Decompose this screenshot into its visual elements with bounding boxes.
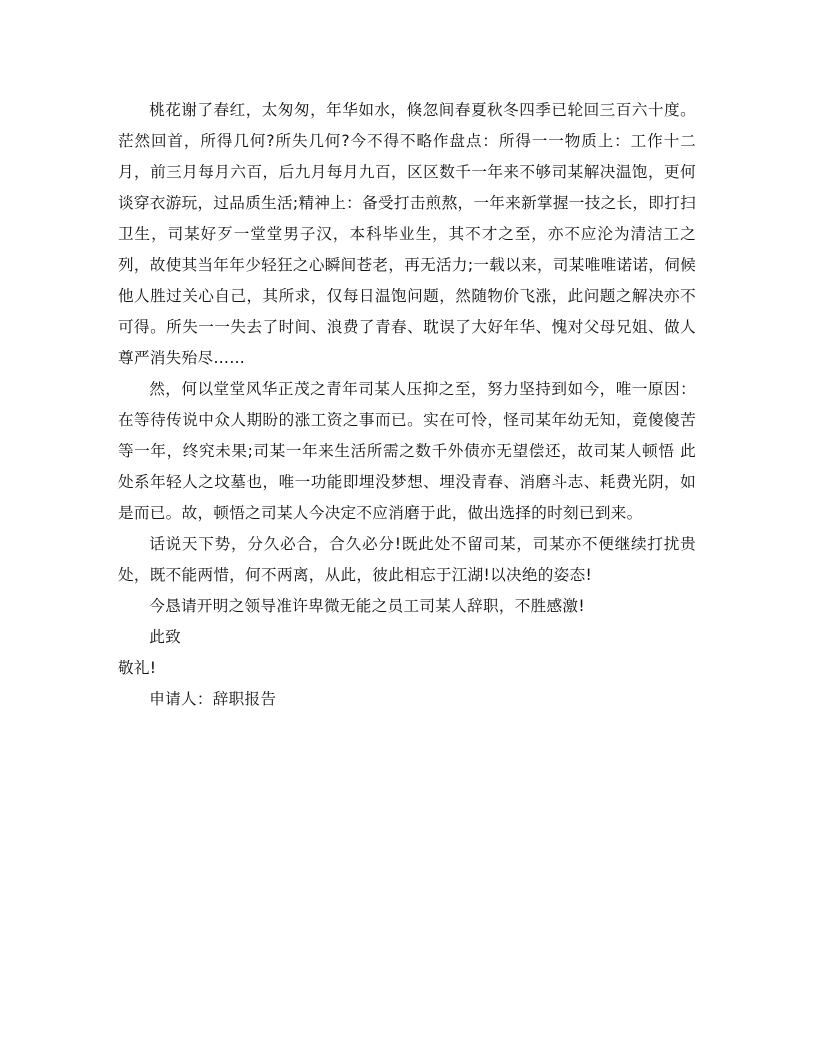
document-page	[118, 95, 696, 715]
paragraph-1: 桃花谢了春红，太匆匆，年华如水，倏忽间春夏秋冬四季已轮回三百六十度。茫然回首，所得几何?所失几何?今不得不略作盘点：所得一一物质上：工作十二月，前三月每月六百，后九月每月九百，区区数千一年来不够司某解决温饱，更何谈穿衣游玩，过品质生活;精神上：备受打击煎熬，一年来新掌握一技之长，即打扫卫生，司某好歹一堂堂男子汉，本科毕业生，其不才之至，亦不应沦为清洁工之列，故使其当年年少轻狂之心瞬间苍老，再无活力;一载以来，司某唯唯诺诺，伺候他人胜过关心自己，其所求，仅每日温饱问题，然随物价飞涨，此问题之解决亦不可得。所失一一失去了时间、浪费了青春、耽误了大好年华、愧对父母兄姐、做人尊严消失殆尽……	[118, 101, 696, 367]
closing-line: 敬礼!	[118, 659, 157, 677]
paragraph-3: 话说天下势，分久必合，合久必分!既此处不留司某，司某亦不便继续打扰贵处，既不能两惜，何不两离，从此，彼此相忘于江湖!以决绝的姿态!	[118, 535, 696, 584]
salutation-line: 此致	[149, 628, 181, 646]
paragraph-2: 然，何以堂堂风华正茂之青年司某人压抑之至，努力坚持到如今，唯一原因：在等待传说中众人期盼的涨工资之事而已。实在可怜，怪司某年幼无知，竟傻傻苦等一年，终究未果;司某一年来生活所需之数千外债亦无望偿还，故司某人顿悟 此处系年轻人之坟墓也，唯一功能即埋没梦想、埋没青春、消磨斗志、耗费光阴，如是而已。故，顿悟之司某人今决定不应消磨于此，做出选择的时刻已到来。	[118, 380, 696, 522]
paragraph-4: 今恳请开明之领导准许卑微无能之员工司某人辞职，不胜感激!	[149, 597, 585, 615]
applicant-line: 申请人：辞职报告	[149, 690, 277, 708]
